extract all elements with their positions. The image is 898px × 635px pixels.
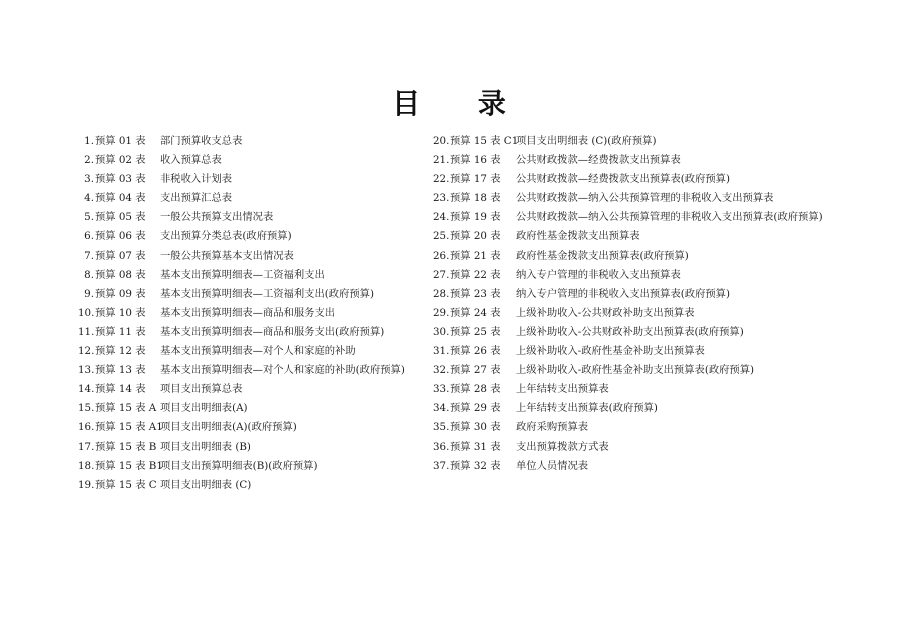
toc-entry-number: 26. <box>433 249 450 262</box>
toc-entry-name: 公共财政拨款—经费拨款支出预算表(政府预算) <box>516 173 730 186</box>
toc-entry-code: 预算 06 表 <box>95 230 146 243</box>
toc-entry-number: 7. <box>84 249 94 262</box>
toc-entry-number: 22. <box>433 173 450 186</box>
toc-entry-number: 19. <box>78 478 95 491</box>
toc-entry-number: 36. <box>433 440 450 453</box>
toc-entry-number: 8. <box>84 268 94 281</box>
toc-entry-code: 预算 31 表 <box>450 440 501 453</box>
toc-entry[interactable] <box>433 247 853 266</box>
toc-entry[interactable] <box>433 438 853 457</box>
toc-entry[interactable] <box>78 266 423 285</box>
toc-entry[interactable] <box>78 170 423 189</box>
toc-entry-name: 基本支出预算明细表—工资福利支出 <box>160 268 325 281</box>
toc-entry-number: 12. <box>78 345 95 358</box>
page-title: 目 录 <box>392 87 530 120</box>
toc-entry[interactable] <box>433 132 853 151</box>
toc-entry-name: 基本支出预算明细表—对个人和家庭的补助 <box>160 345 356 358</box>
toc-entry-code: 预算 14 表 <box>95 383 146 396</box>
toc-entry[interactable] <box>433 208 853 227</box>
toc-entry-name: 非税收入计划表 <box>160 173 233 186</box>
toc-entry-name: 支出预算分类总表(政府预算) <box>160 230 292 243</box>
toc-entry-name: 基本支出预算明细表—商品和服务支出 <box>160 306 336 319</box>
toc-entry[interactable] <box>78 438 423 457</box>
toc-entry-number: 28. <box>433 287 450 300</box>
toc-entry-number: 35. <box>433 421 450 434</box>
toc-entry-name: 上级补助收入-政府性基金补助支出预算表(政府预算) <box>516 364 755 377</box>
toc-entry-name: 上年结转支出预算表(政府预算) <box>516 402 658 415</box>
toc-entry-code: 预算 18 表 <box>450 192 501 205</box>
toc-right-column <box>433 132 853 476</box>
toc-entry[interactable] <box>78 361 423 380</box>
toc-entry-code: 预算 13 表 <box>95 364 146 377</box>
toc-entry[interactable] <box>78 380 423 399</box>
toc-entry-name: 公共财政拨款—经费拨款支出预算表 <box>516 154 681 167</box>
toc-entry-name: 基本支出预算明细表—工资福利支出(政府预算) <box>160 287 374 300</box>
toc-entry[interactable] <box>78 342 423 361</box>
toc-entry[interactable] <box>78 208 423 227</box>
toc-entry-code: 预算 29 表 <box>450 402 501 415</box>
toc-entry-name: 上年结转支出预算表 <box>516 383 609 396</box>
toc-entry[interactable] <box>433 285 853 304</box>
toc-entry-code: 预算 05 表 <box>95 211 146 224</box>
toc-entry-number: 13. <box>78 364 95 377</box>
toc-entry-code: 预算 21 表 <box>450 249 501 262</box>
toc-entry[interactable] <box>433 380 853 399</box>
toc-entry-code: 预算 23 表 <box>450 287 501 300</box>
toc-entry-name: 项目支出预算总表 <box>160 383 243 396</box>
toc-entry[interactable] <box>78 132 423 151</box>
toc-entry-number: 25. <box>433 230 450 243</box>
toc-entry[interactable] <box>78 227 423 246</box>
toc-entry-name: 一般公共预算基本支出情况表 <box>160 249 294 262</box>
toc-entry-number: 4. <box>84 192 94 205</box>
toc-entry-code: 预算 19 表 <box>450 211 501 224</box>
toc-entry[interactable] <box>78 476 423 495</box>
toc-entry[interactable] <box>433 342 853 361</box>
toc-left-column <box>78 132 423 495</box>
toc-entry-number: 16. <box>78 421 95 434</box>
toc-entry[interactable] <box>433 304 853 323</box>
toc-entry-name: 支出预算汇总表 <box>160 192 233 205</box>
toc-entry-code: 预算 15 表 C <box>95 478 157 491</box>
toc-entry-code: 预算 15 表 A <box>95 402 157 415</box>
toc-entry-code: 预算 11 表 <box>95 325 146 338</box>
toc-entry-name: 项目支出明细表 (B) <box>160 440 251 453</box>
toc-entry-number: 15. <box>78 402 95 415</box>
toc-entry[interactable] <box>78 323 423 342</box>
toc-entry-code: 预算 01 表 <box>95 135 146 147</box>
toc-entry-code: 预算 16 表 <box>450 154 501 167</box>
toc-entry-name: 项目支出明细表(A) <box>160 402 248 415</box>
toc-entry-code: 预算 15 表 A1 <box>95 421 163 434</box>
toc-entry-number: 2. <box>84 154 94 167</box>
toc-entry-number: 31. <box>433 345 450 358</box>
toc-entry-name: 上级补助收入-公共财政补助支出预算表 <box>516 306 695 319</box>
toc-entry-name: 政府性基金拨款支出预算表 <box>516 230 640 243</box>
toc-entry-code: 预算 15 表 C1 <box>450 135 519 147</box>
toc-entry-name: 纳入专户管理的非税收入支出预算表 <box>516 268 681 281</box>
toc-entry-number: 17. <box>78 440 95 453</box>
toc-entry[interactable] <box>433 457 853 476</box>
toc-entry-number: 14. <box>78 383 95 396</box>
toc-entry-name: 基本支出预算明细表—商品和服务支出(政府预算) <box>160 325 385 338</box>
toc-entry[interactable] <box>433 266 853 285</box>
toc-entry[interactable] <box>433 189 853 208</box>
toc-entry-number: 24. <box>433 211 450 224</box>
toc-entry[interactable] <box>78 457 423 476</box>
toc-entry[interactable] <box>433 361 853 380</box>
toc-entry-number: 20. <box>433 135 450 147</box>
toc-entry-code: 预算 27 表 <box>450 364 501 377</box>
toc-entry-name: 上级补助收入-政府性基金补助支出预算表 <box>516 345 705 358</box>
toc-entry[interactable] <box>433 399 853 418</box>
toc-entry-code: 预算 17 表 <box>450 173 501 186</box>
toc-entry-number: 3. <box>84 173 94 186</box>
toc-entry-name: 公共财政拨款—纳入公共预算管理的非税收入支出预算表(政府预算) <box>516 211 823 224</box>
toc-entry-name: 收入预算总表 <box>160 154 222 167</box>
toc-entry[interactable] <box>433 151 853 170</box>
toc-entry-code: 预算 15 表 B <box>95 440 157 453</box>
toc-entry-name: 政府采购预算表 <box>516 421 589 434</box>
toc-entry-number: 9. <box>84 287 94 300</box>
toc-entry-number: 34. <box>433 402 450 415</box>
toc-entry-code: 预算 15 表 B1 <box>95 459 163 472</box>
toc-entry[interactable] <box>433 418 853 437</box>
toc-entry-number: 18. <box>78 459 95 472</box>
toc-entry-code: 预算 26 表 <box>450 345 501 358</box>
toc-entry-name: 政府性基金拨款支出预算表(政府预算) <box>516 249 689 262</box>
toc-entry-code: 预算 25 表 <box>450 325 501 338</box>
toc-entry-name: 部门预算收支总表 <box>160 135 243 147</box>
toc-entry-code: 预算 30 表 <box>450 421 501 434</box>
toc-entry-name: 上级补助收入-公共财政补助支出预算表(政府预算) <box>516 325 744 338</box>
toc-entry[interactable] <box>78 151 423 170</box>
toc-entry[interactable] <box>433 170 853 189</box>
toc-entry-number: 27. <box>433 268 450 281</box>
toc-entry-code: 预算 04 表 <box>95 192 146 205</box>
toc-entry-number: 6. <box>84 230 94 243</box>
toc-entry[interactable] <box>78 399 423 418</box>
toc-entry-number: 1. <box>84 135 94 147</box>
toc-entry-number: 10. <box>78 306 95 319</box>
toc-entry-code: 预算 02 表 <box>95 154 146 167</box>
toc-entry[interactable] <box>433 227 853 246</box>
toc-entry[interactable] <box>78 418 423 437</box>
toc-entry-name: 公共财政拨款—纳入公共预算管理的非税收入支出预算表 <box>516 192 774 205</box>
toc-entry-name: 单位人员情况表 <box>516 459 589 472</box>
toc-entry[interactable] <box>78 189 423 208</box>
toc-entry-code: 预算 03 表 <box>95 173 146 186</box>
toc-entry-number: 11. <box>78 325 95 338</box>
toc-entry-code: 预算 10 表 <box>95 306 146 319</box>
toc-entry-code: 预算 32 表 <box>450 459 501 472</box>
toc-entry-code: 预算 24 表 <box>450 306 501 319</box>
toc-entry-code: 预算 28 表 <box>450 383 501 396</box>
toc-entry[interactable] <box>78 285 423 304</box>
toc-entry-name: 基本支出预算明细表—对个人和家庭的补助(政府预算) <box>160 364 405 377</box>
toc-entry-number: 5. <box>84 211 94 224</box>
toc-entry-number: 33. <box>433 383 450 396</box>
toc-entry-code: 预算 07 表 <box>95 249 146 262</box>
toc-entry-code: 预算 12 表 <box>95 345 146 358</box>
toc-entry[interactable] <box>78 304 423 323</box>
toc-entry-name: 一般公共预算支出情况表 <box>160 211 274 224</box>
toc-entry-number: 30. <box>433 325 450 338</box>
toc-entry-code: 预算 08 表 <box>95 268 146 281</box>
toc-entry-name: 项目支出明细表(A)(政府预算) <box>160 421 297 434</box>
toc-entry-name: 纳入专户管理的非税收入支出预算表(政府预算) <box>516 287 730 300</box>
toc-entry[interactable] <box>78 247 423 266</box>
toc-entry-number: 29. <box>433 306 450 319</box>
toc-entry-code: 预算 20 表 <box>450 230 501 243</box>
toc-entry-number: 32. <box>433 364 450 377</box>
toc-entry-code: 预算 22 表 <box>450 268 501 281</box>
toc-entry-number: 37. <box>433 459 450 472</box>
toc-entry[interactable] <box>433 323 853 342</box>
toc-entry-name: 支出预算拨款方式表 <box>516 440 609 453</box>
toc-entry-number: 23. <box>433 192 450 205</box>
toc-entry-name: 项目支出明细表 (C) <box>160 478 252 491</box>
toc-entry-name: 项目支出明细表 (C)(政府预算) <box>516 135 657 147</box>
toc-entry-number: 21. <box>433 154 450 167</box>
toc-entry-name: 项目支出预算明细表(B)(政府预算) <box>160 459 318 472</box>
toc-entry-code: 预算 09 表 <box>95 287 146 300</box>
